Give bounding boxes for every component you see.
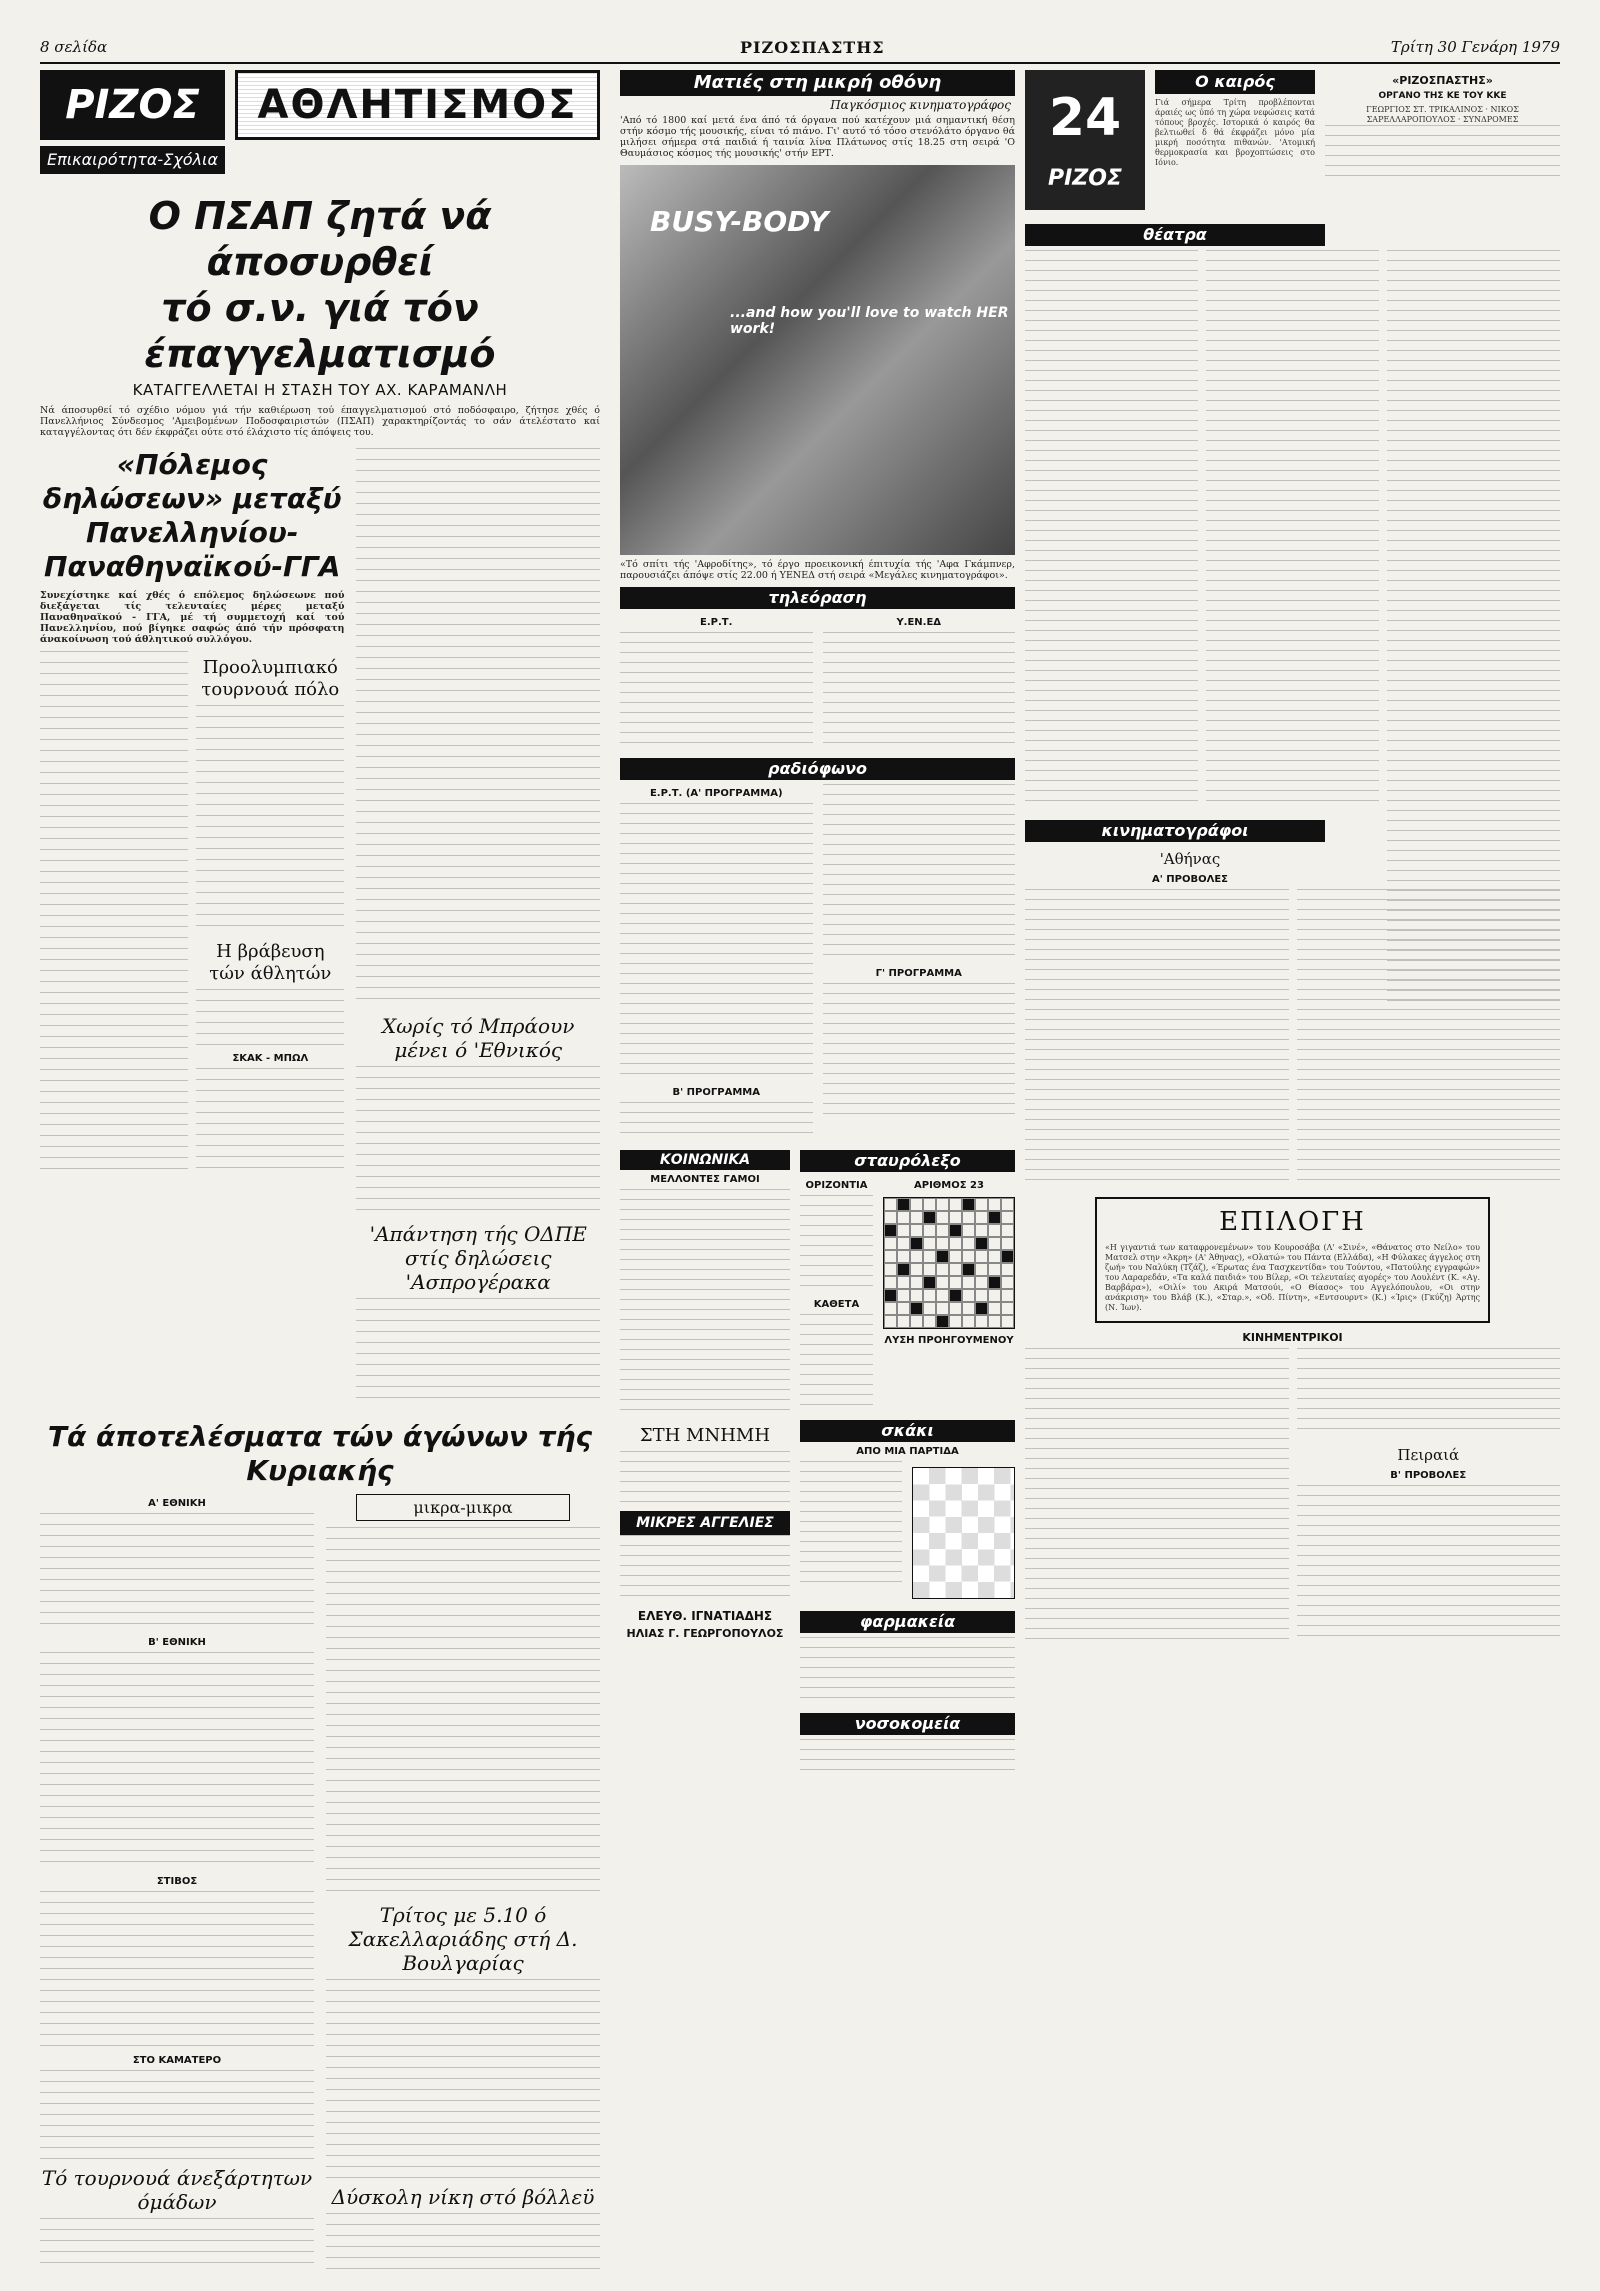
pireas-label: Πειραιά	[1397, 1446, 1460, 1464]
chess-sub: ΑΠΟ ΜΙΑ ΠΑΡΤΙΔΑ	[856, 1446, 959, 1457]
first-runs-label: Α' ΠΡΟΒΟΛΕΣ	[1151, 874, 1228, 885]
listings-lower	[1025, 218, 1560, 1648]
badge-24-sub: ΡΙΖΟΣ	[1048, 166, 1122, 191]
b-runs-label: Β' ΠΡΟΒΟΛΕΣ	[1390, 1470, 1467, 1481]
memory-title: ΣΤΗ ΜΝΗΜΗ	[639, 1425, 771, 1446]
issue-date: Τρίτη 30 Γενάρη 1979	[1390, 38, 1560, 56]
main-headline-2: τό σ.ν. γιά τόν έπαγγελματισμό	[144, 286, 496, 376]
radio-schedules	[620, 784, 1015, 1142]
listings-column	[1025, 70, 1560, 2271]
sports-section-title: ΑΘΛΗΤΙΣΜΟΣ	[235, 70, 600, 140]
badge-24-number: 24	[1048, 88, 1122, 148]
down-list	[800, 1314, 873, 1414]
tv-schedules	[620, 613, 1015, 752]
sports-right-sub	[356, 448, 600, 1408]
radio-second-label: Β' ΠΡΟΓΡΑΜΜΑ	[672, 1087, 760, 1098]
photo-text: «Τό σπίτι τής 'Αφροδίτης», τό έργο προεικονική έπιτυχία τής 'Αφα Γκάμπνερ, παρουσιάζει άπόψε στίς 22.00 ή ΥΕΝΕΔ στή σειρά «Μεγάλες κινηματογράφοι».	[620, 559, 1015, 581]
kinem-label: ΚΙΝΗΜΕΝΤΡΙΚΟΙ	[1242, 1331, 1343, 1344]
yened-label: Υ.ΕΝ.ΕΔ	[896, 617, 942, 628]
mikra-title: μικρα-μικρα	[356, 1494, 570, 1521]
odpe-title: 'Απάντηση τής ΟΔΠΕ στίς δηλώσεις 'Ασπρογέρακα	[369, 1222, 587, 1294]
page-header	[40, 38, 1560, 60]
ethniki-b-text	[40, 1652, 314, 1872]
page-number: 8 σελίδα	[40, 38, 108, 56]
mast-body: ΓΕΩΡΓΙΟΣ ΣΤ. ΤΡΙΚΑΛΙΝΟΣ · ΝΙΚΟΣ ΣΑΡΕΛΛΑΡΟΠΟΥΛΟΣ · ΣΥΝΔΡΟΜΕΣ	[1366, 105, 1519, 124]
chess-ball-text	[196, 1068, 344, 1168]
mast-title: «ΡΙΖΟΣΠΑΣΤΗΣ»	[1392, 74, 1493, 87]
cinema-col-1	[1025, 889, 1289, 1189]
masthead-block	[1325, 70, 1560, 185]
tv-intro: 'Από τό 1800 καί μετά ένα άπό τά όργανα πού κατέχουν μιά σημαντική θέση στήν κόσμο τής μουσικής, είναι τό πιάνο. Γι' αυτό τό τόσο στενόλάτο όργανο θά μιλήσει σήμερα στά παιδιά ή ταινία λίνα Πλάτωνος στίς 18.25 στη σειρά 'Ο Θαυμάσιος κόσμος τής μουσικής' στήν ΕΡΤ.	[620, 115, 1015, 159]
mikra-text	[326, 1527, 600, 1897]
rhodes-title: Χωρίς τό Μπράουν μένει ό 'Εθνικός	[382, 1014, 575, 1062]
cinema-lower-2a	[1297, 1348, 1561, 1438]
photo-caption-tagline: ...and how you'll love to watch HER work!	[730, 305, 1009, 337]
cinema-bar: κινηματογράφοι	[1025, 820, 1325, 842]
radio-third-list-b	[823, 983, 1016, 1123]
photo-caption-title: BUSY-BODY	[650, 205, 829, 238]
war-intro: Συνεχίστηκε καί χθές ό επόλεμος δηλώσεωνε πού διεξάγεται τίς τελευταίες μέρες μεταξύ Παναθηναϊκού - ΓΓΑ, μέ τή συμμετοχή καί τού Πανελληνίου, πού βίγηκε σαφώς άπό τήν πρόσφατη άνακοίνωση τού άθλητικού συλλόγου.	[40, 590, 345, 645]
results-title: Τά άποτελέσματα τών άγώνων τής Κυριακής	[47, 1420, 593, 1487]
kamatero-label: ΣΤΟ ΚΑΜΑΤΕΡΟ	[132, 2055, 222, 2066]
theatre-col-2	[1206, 250, 1379, 810]
theatre-bar: θέατρα	[1025, 224, 1325, 246]
results-right	[326, 1494, 600, 2271]
tournament-title: Τό τουρνουά άνεξάρτητων όμάδων	[41, 2166, 313, 2214]
social-sub: ΜΕΛΛΟΝΤΕΣ ΓΑΜΟΙ	[650, 1174, 760, 1185]
rizos-logo: ΡΙΖΟΣ	[40, 70, 225, 140]
radio-first	[620, 784, 813, 1142]
puzzles-block	[800, 1150, 1015, 1779]
award-title: Η βράβευση τών άθλητών	[209, 941, 332, 984]
social-block	[620, 1150, 790, 1779]
cinema-body	[1025, 889, 1560, 1189]
sports-right-text	[356, 448, 600, 1008]
cinema-lower-2b	[1297, 1485, 1561, 1645]
sports-body	[40, 448, 600, 1408]
ad-name: ΕΛΕΥΘ. ΙΓΝΑΤΙΑΔΗΣ	[637, 1609, 773, 1623]
cinema-lower-1	[1025, 1348, 1289, 1648]
ert-list	[620, 632, 813, 752]
ad-name2: ΗΛΙΑΣ Γ. ΓΕΩΡΓΟΠΟΥΛΟΣ	[626, 1627, 784, 1640]
thirds-text	[326, 1979, 600, 2179]
polo-title: Προολυμπιακό τουρνουά πόλο	[201, 657, 340, 700]
crossword-grid-wrap	[883, 1176, 1015, 1414]
weather-text: Γιά σήμερα Τρίτη προβλέπονται άραιές ως ύπό τη χώρα νεφώσεις κατά τόπους βροχές. Ιστορικά ό καιρός θα βελτιωθεί δ θά έκφράζει μόνο μία μικρή ποσότητα πιθανών. 'Ατομική θερμοκρασία και βροχοπτώσεις στο Ιόνιο.	[1155, 98, 1315, 167]
film-photo	[620, 165, 1015, 555]
crossword-number: ΑΡΙΘΜΟΣ 23	[914, 1180, 984, 1191]
social-text	[620, 1189, 790, 1419]
crossword-down: ΚΑΘΕΤΑ	[813, 1299, 860, 1310]
ert-schedule	[620, 613, 813, 752]
chess-text	[800, 1461, 902, 1591]
media-column	[620, 70, 1015, 2271]
radio-third-label: Γ' ΠΡΟΓΡΑΜΜΑ	[875, 968, 962, 979]
memory-text	[620, 1451, 790, 1511]
tournament-text	[40, 2218, 314, 2271]
chess-board	[912, 1467, 1016, 1599]
war-side	[196, 651, 344, 1171]
weather-title: Ο καιρός	[1155, 70, 1315, 94]
tv-strip-header	[620, 70, 1015, 115]
radio-first-list	[620, 803, 813, 1083]
chess-bar: σκάκι	[800, 1420, 1015, 1442]
tv-strip-subtitle: Παγκόσμιος κινηματογράφος	[830, 98, 1011, 112]
athens-label: 'Αθήνας	[1159, 850, 1221, 868]
odpe-text	[356, 1298, 600, 1408]
ethniki-a-text	[40, 1513, 314, 1633]
award-text	[196, 989, 344, 1049]
social-title: ΚΟΙΝΩΝΙΚΑ	[620, 1150, 790, 1170]
main-lede: Νά άποσυρθεί τό σχέδιο νόμου γιά τήν καθιέρωση τού έπαγγελματισμού στό ποδόσφαιρο, ζήτησε χθές ό Πανελλήνιος Σύνδεσμος 'Αμειβομένων Ποδοσφαιριστών (ΠΣΑΠ) χαρακτηρίζοντάς το σάν άτελέστατο καί καταγγέλοντας ότι δέν έκφράζει ούτε στό έλάχιστο τίς άπόψεις του.	[40, 405, 600, 438]
war-text-a	[40, 651, 188, 1171]
tv-strip-title: Ματιές στη μικρή οθόνη	[620, 70, 1015, 96]
epilogi-box	[1095, 1197, 1490, 1323]
radio-section-bar: ραδιόφωνο	[620, 758, 1015, 780]
yened-schedule	[823, 613, 1016, 752]
crossword-bar: σταυρόλεξο	[800, 1150, 1015, 1172]
badge-24	[1025, 70, 1145, 210]
crossword-prev: ΛΥΣΗ ΠΡΟΗΓΟΥΜΕΝΟΥ	[884, 1335, 1014, 1346]
ethniki-b-label: Β' ΕΘΝΙΚΗ	[148, 1637, 206, 1648]
masthead: ΡΙΖΟΣΠΑΣΤΗΣ	[740, 38, 885, 57]
mast-details	[1325, 125, 1560, 185]
sports-column	[40, 70, 600, 2271]
yened-list	[823, 632, 1016, 752]
theatre-col-1	[1025, 250, 1198, 810]
volley-title: Δύσκολη νίκη στό βόλλεϋ	[331, 2185, 595, 2209]
results-body	[40, 1494, 600, 2271]
hospital-text	[800, 1739, 1015, 1779]
radio-first-label: Ε.Ρ.Τ. (Α' ΠΡΟΓΡΑΜΜΑ)	[649, 788, 783, 799]
tv-section-bar: τηλεόραση	[620, 587, 1015, 609]
volley-text	[326, 2213, 600, 2271]
sports-header	[40, 70, 600, 185]
hospital-bar: νοσοκομεία	[800, 1713, 1015, 1735]
main-headline-1: Ο ΠΣΑΠ ζητά νά άποσυρθεί	[148, 194, 492, 284]
crossword-body	[800, 1176, 1015, 1414]
war-body	[40, 651, 344, 1171]
stivos-label: ΣΤΙΒΟΣ	[156, 1876, 198, 1887]
crossword-grid	[883, 1197, 1015, 1329]
polo-text	[196, 705, 344, 935]
cinema-lower	[1025, 1348, 1560, 1648]
cinema-col-2	[1297, 889, 1561, 1189]
pharmacy-text	[800, 1637, 1015, 1707]
radio-third-list-a	[823, 784, 1016, 964]
results-left	[40, 1494, 314, 2271]
cinema-lower-2	[1297, 1348, 1561, 1648]
pharmacy-bar: φαρμακεία	[800, 1611, 1015, 1633]
epilogi-title: ΕΠΙΛΟΓΗ	[1219, 1207, 1366, 1237]
chess-body	[800, 1461, 1015, 1605]
ethniki-a-label: Α' ΕΘΝΙΚΗ	[148, 1498, 206, 1509]
thirds-title: Τρίτος με 5.10 ό Σακελλαριάδης στή Δ. Βουλγαρίας	[348, 1903, 578, 1975]
epilogi-text: «Η γιγαντιά των καταφρονεμένων» του Κουροσάβα (Λ' «Σινέ», «Θάνατος στο Νείλο» του Ματσελ στην «Άκρη» (Α' Άθηνας), «Ολατώ» του Πάντα (Ελλάδα), «Η Φύλακες άγγελος στη ζωή» του Ναλύκη (Τζάζ), «Έρωτας ένα Τασχκεντίδα» του Τούντου, «Πατούλης εγγραφών» του Λαραρεδάν, «Τα καλά παιδιά» του Βίλερ, «Οι τελευταίες αγορές» του Λουλέντ (Κ. «Αγ. Βαρβάρα»), «Οιλί» του Ακιρά Ματσούι, «Ο Θίασος» του Αγγελόπουλου, «Οι στην ανάκριση» του Βλάβ (Κ.), «Σταρ.», «Οδ. Πίντη», «Εντσουρντ» (Κ.) «Ίρις» (Γκύζη) Άρτης (Ν. Ίων).	[1105, 1243, 1480, 1312]
header-rule	[40, 62, 1560, 64]
chess-ball-label: ΣΚΑΚ - ΜΠΩΛ	[232, 1053, 309, 1064]
weather-block	[1155, 70, 1315, 168]
sports-section-subtitle: Επικαιρότητα-Σχόλια	[40, 146, 225, 174]
radio-second-list	[620, 1102, 813, 1142]
war-title: «Πόλεμος δηλώσεων» μεταξύ Πανελληνίου-Παναθηναϊκού-ΓΓΑ	[42, 448, 342, 583]
lower-middle	[620, 1150, 1015, 1779]
crossword-across: ΟΡΙΖΟΝΤΙΑ	[805, 1180, 868, 1191]
crossword-clues	[800, 1176, 873, 1414]
sports-left-sub	[40, 448, 344, 1408]
mast-sub: ΟΡΓΑΝΟ ΤΗΣ ΚΕ ΤΟΥ ΚΚΕ	[1378, 91, 1507, 101]
radio-third	[823, 784, 1016, 1142]
kamatero-text	[40, 2070, 314, 2160]
ert-label: Ε.Ρ.Τ.	[700, 617, 733, 628]
across-list	[800, 1195, 873, 1295]
small-ads-text	[620, 1535, 790, 1605]
small-ads-title: ΜΙΚΡΕΣ ΑΓΓΕΛΙΕΣ	[620, 1511, 790, 1535]
main-subhead: ΚΑΤΑΓΓΕΛΛΕΤΑΙ Η ΣΤΑΣΗ ΤΟΥ ΑΧ. ΚΑΡΑΜΑΝΛΗ	[132, 381, 508, 399]
rhodes-text	[356, 1066, 600, 1216]
stivos-text	[40, 1891, 314, 2051]
